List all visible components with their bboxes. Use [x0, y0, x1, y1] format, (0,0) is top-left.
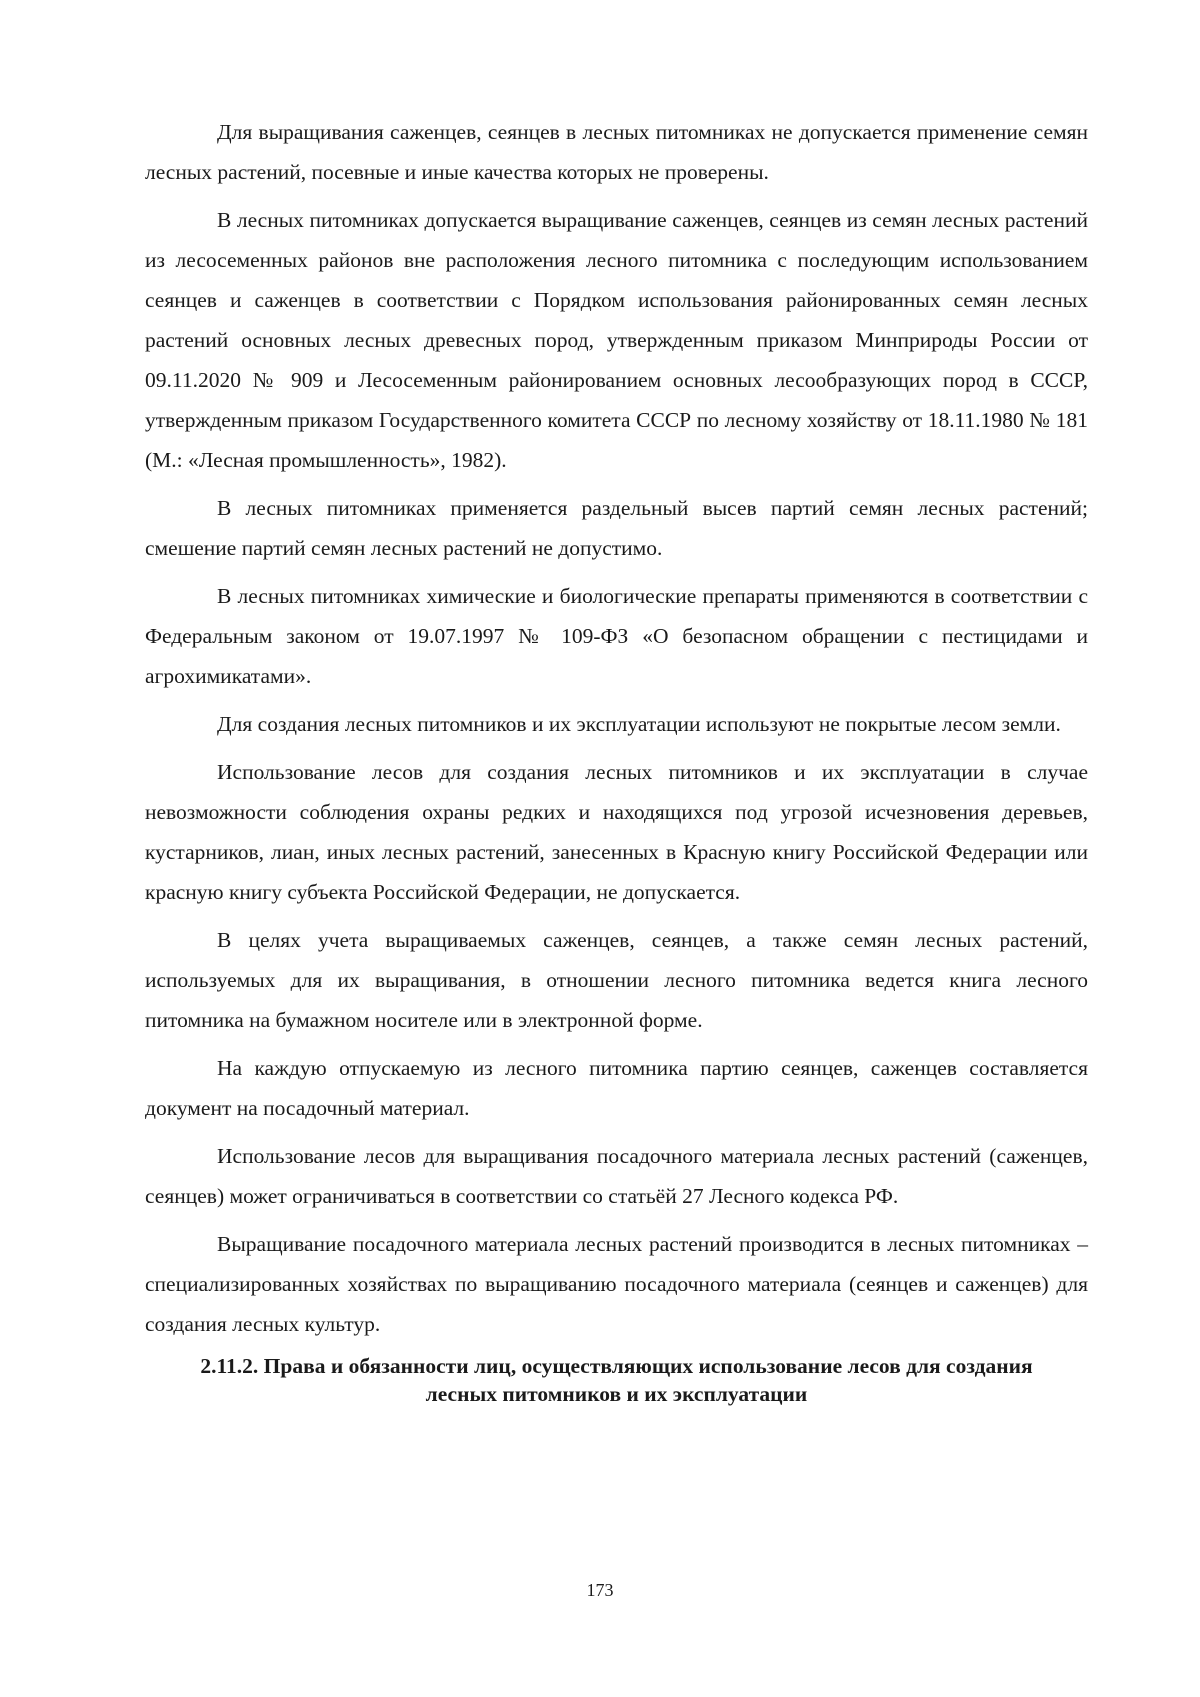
- paragraph-nursery-book: В целях учета выращиваемых саженцев, сеянцев, а также семян лесных растений, используемых для их выращивания, в отношении лесного питомника ведется книга лесного питомника на бумажном носителе или в электронной форме.: [145, 928, 1088, 1032]
- paragraph-nursery-definition: Выращивание посадочного материала лесных растений производится в лесных питомниках – специализированных хозяйствах по выращиванию посадочного материала (сеянцев и саженцев) для создания лесных культур.: [145, 1232, 1088, 1336]
- document-page: [145, 112, 1088, 1408]
- section-heading-line-2: лесных питомников и их эксплуатации: [425, 1382, 808, 1406]
- paragraph-seed-regions: В лесных питомниках допускается выращивание саженцев, сеянцев из семян лесных растений из лесосеменных районов вне расположения лесного питомника с последующим использованием сеянцев и саженцев в соответствии с Порядком использования районированных семян лесных растений основных лесных древесных пород, утвержденным приказом Минприроды России от 09.11.2020 № 909 и Лесосеменным районированием основных лесообразующих пород в СССР, утвержденным приказом Государственного комитета СССР по лесному хозяйству от 18.11.1980 № 181 (М.: «Лесная промышленность», 1982).: [145, 208, 1088, 472]
- section-heading: [145, 1352, 1088, 1408]
- paragraph-restrictions: Использование лесов для выращивания посадочного материала лесных растений (саженцев, сеянцев) может ограничиваться в соответствии со статьёй 27 Лесного кодекса РФ.: [145, 1144, 1088, 1208]
- paragraph-separate-sowing: В лесных питомниках применяется раздельный высев партий семян лесных растений; смешение партий семян лесных растений не допустимо.: [145, 496, 1088, 560]
- paragraph-planting-document: На каждую отпускаемую из лесного питомника партию сеянцев, саженцев составляется документ на посадочный материал.: [145, 1056, 1088, 1120]
- paragraph-red-book: Использование лесов для создания лесных питомников и их эксплуатации в случае невозможности соблюдения охраны редких и находящихся под угрозой исчезновения деревьев, кустарников, лиан, иных лесных растений, занесенных в Красную книгу Российской Федерации или красную книгу субъекта Российской Федерации, не допускается.: [145, 760, 1088, 904]
- paragraph-seed-quality: Для выращивания саженцев, сеянцев в лесных питомниках не допускается применение семян лесных растений, посевные и иные качества которых не проверены.: [145, 120, 1088, 184]
- page-number: 173: [586, 1580, 614, 1600]
- paragraph-land-use: Для создания лесных питомников и их эксплуатации используют не покрытые лесом земли.: [217, 712, 1061, 736]
- paragraph-chemicals: В лесных питомниках химические и биологические препараты применяются в соответствии с Федеральным законом от 19.07.1997 № 109-ФЗ «О безопасном обращении с пестицидами и агрохимикатами».: [145, 584, 1088, 688]
- section-heading-line-1: 2.11.2. Права и обязанности лиц, осуществляющих использование лесов для создания: [200, 1354, 1033, 1378]
